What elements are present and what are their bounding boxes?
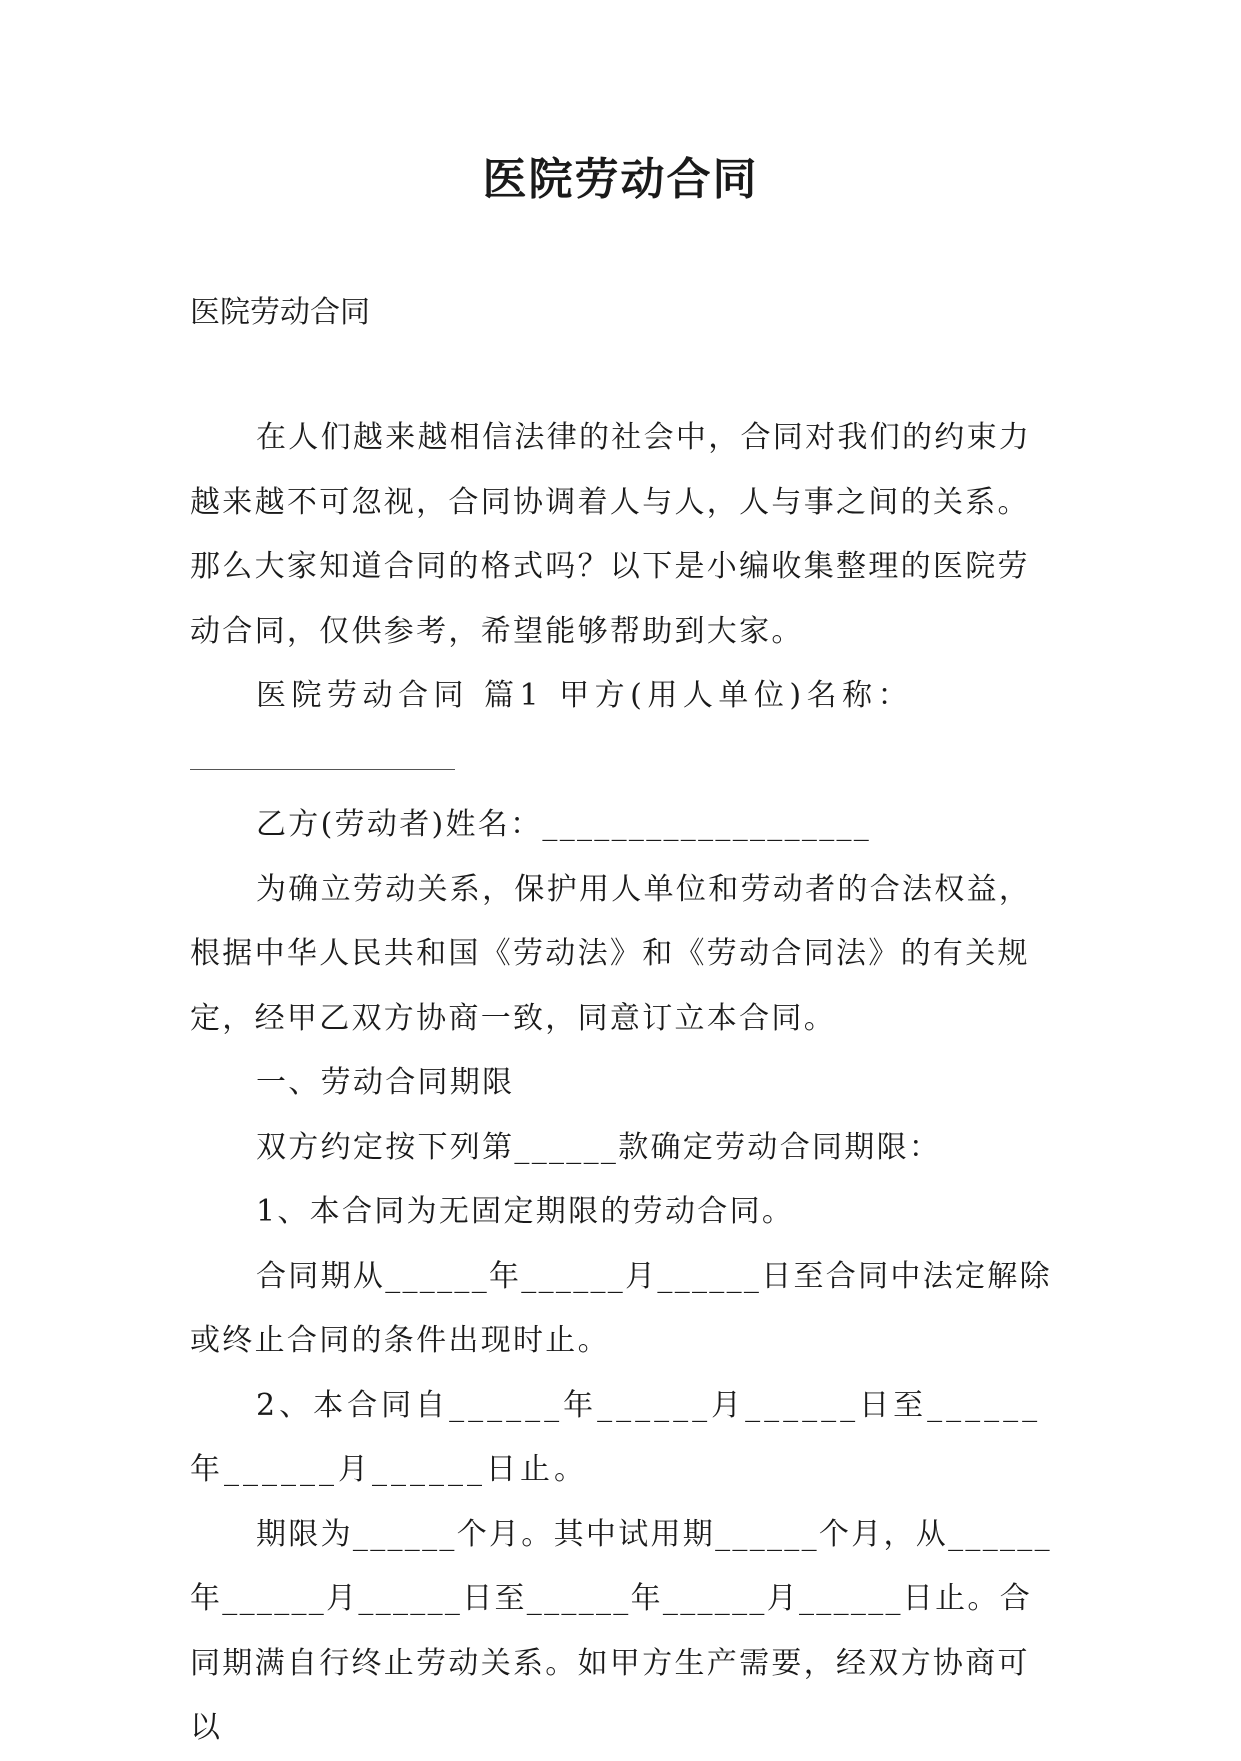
intro-paragraph: 在人们越来越相信法律的社会中，合同对我们的约束力越来越不可忽视，合同协调着人与人，人与事之间的关系。那么大家知道合同的格式吗？以下是小编收集整理的医院劳动合同，仅供参考，希望能够帮助到大家。: [190, 420, 1032, 649]
party-a-name-blank: [190, 729, 1052, 794]
document-title: 医院劳动合同: [482, 154, 759, 205]
term-option-1-period: 合同期从______年______月______日至合同中法定解除或终止合同的条件出现时止。: [190, 1258, 1052, 1358]
term-option-2: 2、本合同自______年______月______日至______年______月______日止。: [190, 1387, 1042, 1487]
purpose-paragraph: 为确立劳动关系，保护用人单位和劳动者的合法权益，根据中华人民共和国《劳动法》和《劳动合同法》的有关规定，经甲乙双方协商一致，同意订立本合同。: [190, 871, 1032, 1036]
party-b-name-line: 乙方(劳动者)姓名：___________________: [256, 807, 872, 842]
document-body: [190, 406, 1052, 1761]
section-heading-party-a: 医院劳动合同 篇1 甲方(用人单位)名称：: [256, 678, 914, 713]
term-choice-line: 双方约定按下列第______款确定劳动合同期限：: [256, 1129, 942, 1165]
blank-line: [190, 739, 455, 770]
term-option-1: 1、本合同为无固定期限的劳动合同。: [256, 1194, 795, 1229]
document-subtitle: 医院劳动合同: [190, 295, 370, 330]
clause-one-heading: 一、劳动合同期限: [256, 1065, 515, 1100]
term-period-paragraph: 期限为______个月。其中试用期______个月，从______年______月______日至______年______月______日止。合同期满自行终止劳动关系。如甲方生产需要，经双方协商可以: [190, 1516, 1052, 1745]
